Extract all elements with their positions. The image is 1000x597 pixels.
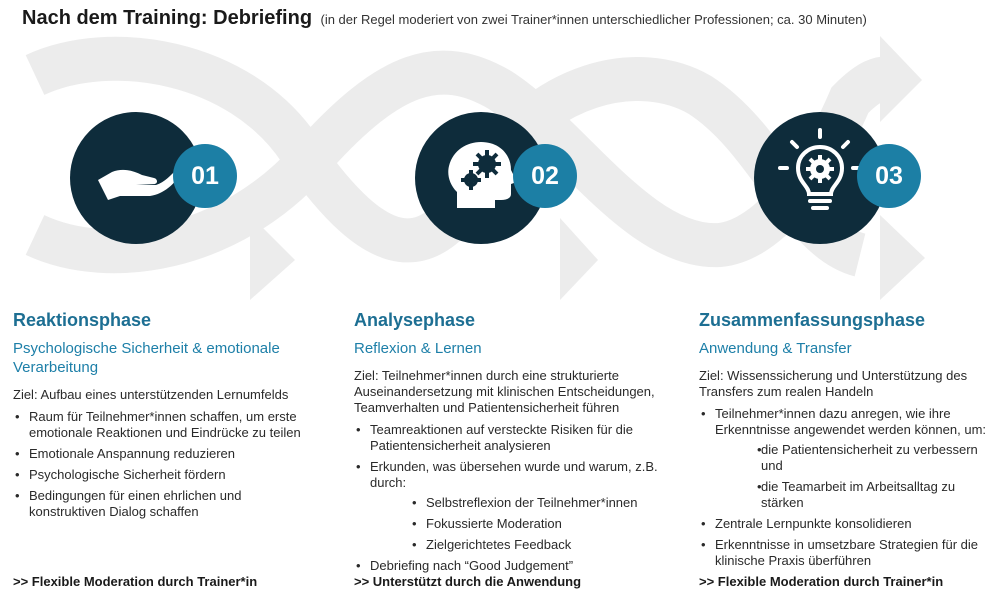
phase-2-bullets bbox=[354, 422, 674, 574]
page-subtitle: (in der Regel moderiert von zwei Trainer*innen unterschiedlicher Professionen; ca. 30 Minuten) bbox=[320, 12, 867, 27]
phase-2-goal: Ziel: Teilnehmer*innen durch eine strukturierte Auseinandersetzung mit klinischen Entscheidungen, Teamverhalten und Patientensicherheit führen bbox=[354, 368, 655, 415]
sub-list-item: • Selbstreflexion der Teilnehmer*innen bbox=[370, 495, 674, 511]
phase-2-title: Analysephase bbox=[354, 310, 476, 330]
list-item: • Teamreaktionen auf versteckte Risiken für die Patientensicherheit analysieren bbox=[354, 422, 674, 454]
list-item: • Psychologische Sicherheit fördern bbox=[13, 467, 313, 483]
list-item: • Debriefing nach “Good Judgement” bbox=[354, 558, 674, 574]
phase-1-footer: >> Flexible Moderation durch Trainer*in bbox=[13, 574, 258, 589]
sub-list-item: • die Teamarbeit im Arbeitsalltag zu stärken bbox=[715, 479, 999, 511]
phase-3-subtitle: Anwendung & Transfer bbox=[699, 340, 852, 357]
phase-1-goal: Ziel: Aufbau eines unterstützenden Lernumfelds bbox=[13, 387, 289, 402]
list-item-text: Erkunden, was übersehen wurde und warum, z.B. durch: bbox=[370, 459, 658, 490]
list-item bbox=[699, 406, 999, 511]
phase-3-footer: >> Flexible Moderation durch Trainer*in bbox=[699, 574, 944, 589]
phase-2-number-badge: 02 bbox=[513, 144, 577, 208]
phase-3-column bbox=[699, 309, 999, 574]
phase-2-footer: >> Unterstützt durch die Anwendung bbox=[354, 574, 582, 589]
phase-3-goal: Ziel: Wissenssicherung und Unterstützung des Transfers zum realen Handeln bbox=[699, 368, 968, 399]
phase-2-subtitle: Reflexion & Lernen bbox=[354, 340, 482, 357]
list-item bbox=[354, 459, 674, 553]
list-item-text: Teilnehmer*innen dazu anregen, wie ihre Erkenntnisse angewendet werden können, um: bbox=[715, 406, 987, 437]
phase-1-bullets bbox=[13, 409, 313, 520]
sub-list-item: • die Patientensicherheit zu verbessern und bbox=[715, 442, 999, 474]
phase-1-title: Reaktionsphase bbox=[13, 310, 152, 330]
sub-list-item: • Zielgerichtetes Feedback bbox=[370, 537, 674, 553]
list-item: • Raum für Teilnehmer*innen schaffen, um erste emotionale Reaktionen und Eindrücke zu teilen bbox=[13, 409, 313, 441]
phase-3-bullets bbox=[699, 406, 999, 569]
phase-2-column bbox=[354, 309, 674, 579]
phase-3-sub-bullets bbox=[715, 442, 999, 511]
list-item: • Erkenntnisse in umsetzbare Strategien für die klinische Praxis überführen bbox=[699, 537, 999, 569]
sub-list-item: • Fokussierte Moderation bbox=[370, 516, 674, 532]
phase-1-subtitle: Psychologische Sicherheit & emotionale Verarbeitung bbox=[13, 340, 280, 376]
list-item: • Bedingungen für einen ehrlichen und konstruktiven Dialog schaffen bbox=[13, 488, 313, 520]
page-title: Nach dem Training: Debriefing bbox=[22, 7, 313, 29]
phase-1-number-badge: 01 bbox=[173, 144, 237, 208]
list-item: • Zentrale Lernpunkte konsolidieren bbox=[699, 516, 999, 532]
phase-3-title: Zusammenfassungsphase bbox=[699, 310, 926, 330]
phase-2-sub-bullets bbox=[370, 495, 674, 553]
phase-1-column bbox=[13, 309, 313, 525]
phase-3-number-badge: 03 bbox=[857, 144, 921, 208]
list-item: • Emotionale Anspannung reduzieren bbox=[13, 446, 313, 462]
